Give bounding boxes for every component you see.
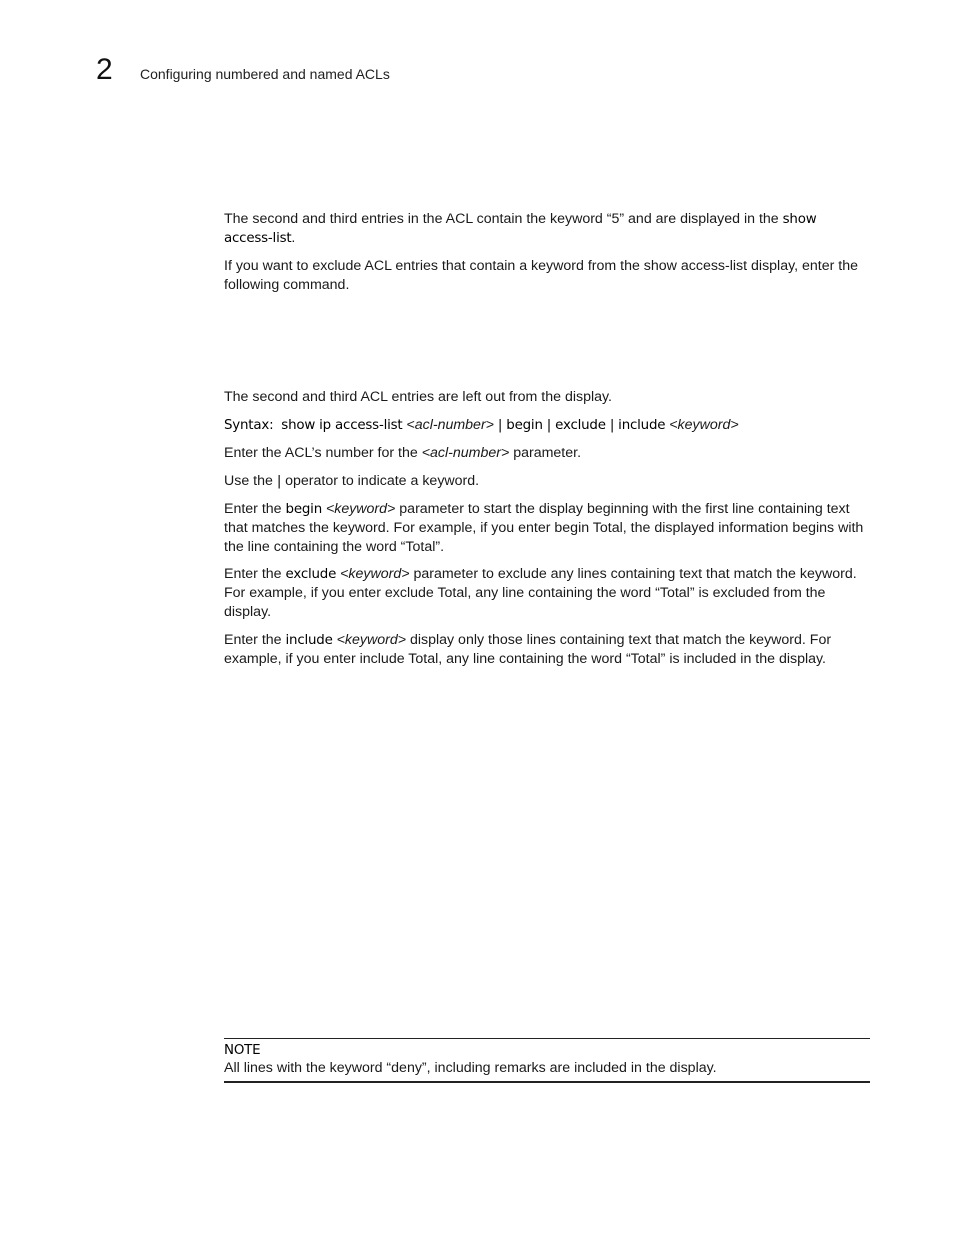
syntax-acl-number-var: <acl-number>: [406, 417, 494, 433]
syntax-label: Syntax:: [224, 418, 274, 433]
paragraph-text: parameter to exclude any lines containing text that match the keyword. For example, if you enter exclude Total, any line containing the word “Total” is excluded from the display.: [224, 566, 857, 620]
syntax-keyword-var: <keyword>: [669, 417, 739, 433]
paragraph-exclude: [224, 565, 864, 622]
note-text: All lines with the keyword “deny”, including remarks are included in the display.: [224, 1060, 717, 1076]
keyword-var: <keyword>: [325, 501, 396, 517]
paragraph-text: Enter the: [224, 632, 286, 648]
paragraph-include: [224, 631, 864, 669]
paragraph-exclude-intro: If you want to exclude ACL entries that contain a keyword from the show access-list display, enter the following command.: [224, 258, 859, 293]
keyword-var: <keyword>: [340, 566, 410, 582]
paragraph-text: Enter the: [224, 566, 286, 582]
paragraph-text: Use the: [224, 473, 277, 489]
paragraph-end: .: [291, 230, 296, 246]
paragraph-text: The second and third entries in the ACL contain the keyword “5” and are displayed in the: [224, 211, 783, 227]
keyword-var: <keyword>: [336, 632, 407, 648]
paragraph-begin: [224, 500, 864, 557]
command-begin: begin: [285, 502, 322, 517]
note-box: [224, 1038, 870, 1083]
paragraph-keyword-entries: [224, 210, 864, 248]
paragraph-text: parameter to start the display beginning with the first line containing text that matches the keyword. For example, if you enter begin Total, the displayed information begins with the line containing the word “Total”.: [224, 501, 864, 555]
running-title: Configuring numbered and named ACLs: [140, 66, 390, 82]
note-label: NOTE: [224, 1043, 261, 1058]
command-exclude: exclude: [285, 567, 337, 582]
paragraph-acl-number: [224, 444, 864, 463]
paragraph-text: display only those lines containing text that match the keyword. For example, if you enter include Total, any line containing the word “Total” is included in the display.: [224, 632, 832, 667]
command-include: include: [285, 633, 333, 648]
acl-number-var: <acl-number>: [421, 445, 510, 461]
paragraph-text: Enter the ACL’s number for the: [224, 445, 422, 461]
paragraph-text: parameter.: [509, 445, 582, 461]
syntax-command: show ip access-list: [281, 418, 403, 433]
chapter-number: 2: [96, 53, 113, 86]
pipe-operator: |: [276, 474, 282, 489]
paragraph-left-out: The second and third ACL entries are left out from the display.: [224, 389, 612, 405]
syntax-line: [224, 416, 864, 435]
paragraph-text: operator to indicate a keyword.: [281, 473, 480, 489]
paragraph-pipe-operator: [224, 472, 864, 491]
paragraph-text: Enter the: [224, 501, 286, 517]
syntax-options: | begin | exclude | include: [497, 418, 666, 433]
command-show-access-list: show access-list: [224, 212, 817, 246]
